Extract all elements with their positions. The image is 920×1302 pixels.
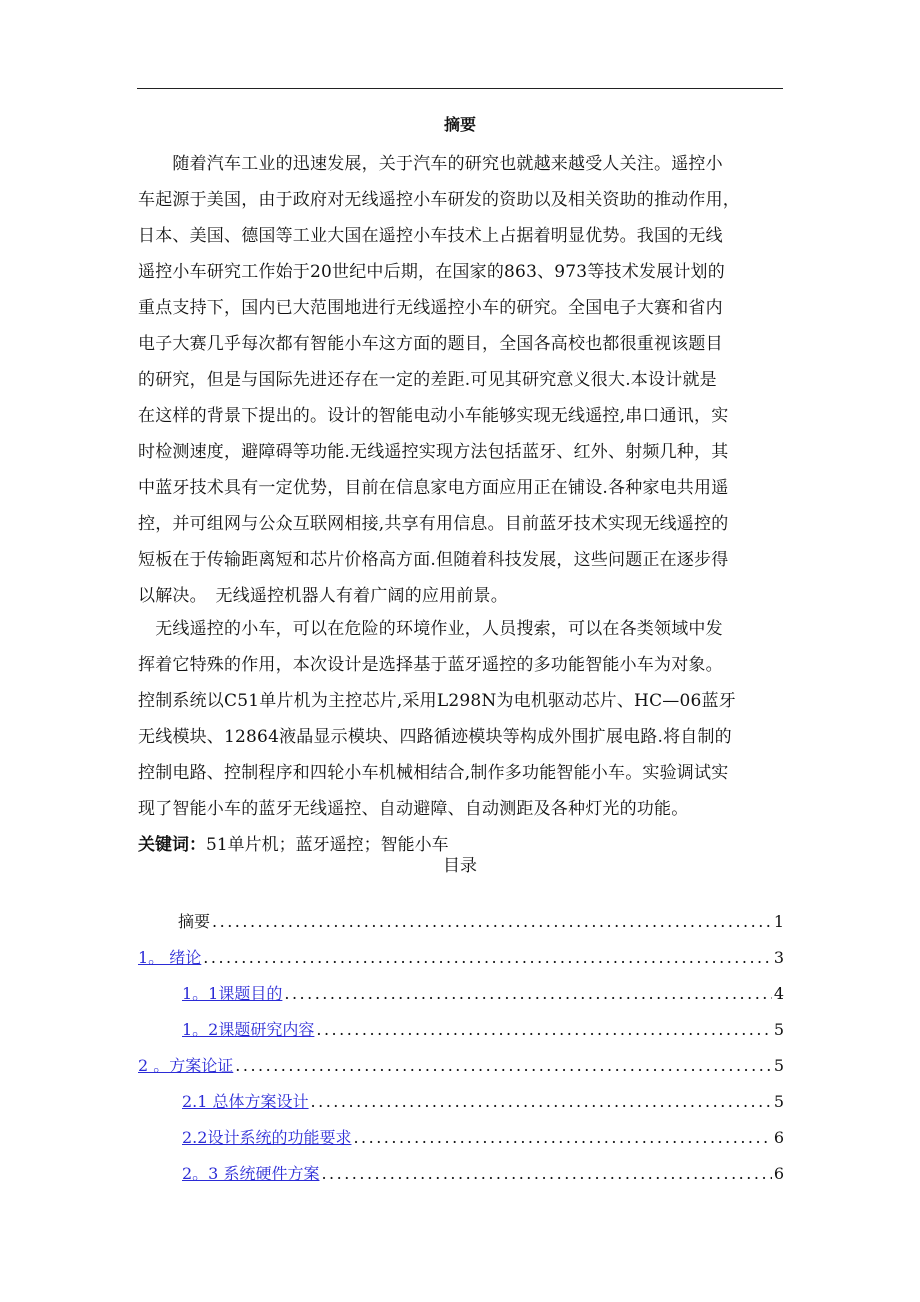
- paragraph-line: 控制电路、控制程序和四轮小车机械相结合,制作多功能智能小车。实验调试实: [138, 763, 729, 783]
- paragraph-line: 以解决。 无线遥控机器人有着广阔的应用前景。: [138, 586, 508, 606]
- paragraph-line: 重点支持下，国内已大范围地进行无线遥控小车的研究。全国电子大赛和省内: [138, 298, 723, 318]
- toc-dot-leader: [321, 1156, 771, 1192]
- toc-dot-leader: [316, 1012, 771, 1048]
- toc-entry-label: 摘要: [178, 912, 211, 931]
- toc-page-number: 3: [773, 948, 784, 967]
- toc-page-number: 1: [773, 912, 784, 931]
- paragraph-line: 现了智能小车的蓝牙无线遥控、自动避障、自动测距及各种灯光的功能。: [138, 799, 689, 819]
- toc-dot-leader: [284, 976, 771, 1012]
- header-rule: [137, 88, 783, 89]
- toc-page-number: 5: [773, 1056, 784, 1075]
- toc-page-number: 6: [773, 1128, 784, 1147]
- toc-entry[interactable]: [138, 940, 784, 976]
- paragraph-line: 控，并可组网与公众互联网相接,共享有用信息。目前蓝牙技术实现无线遥控的: [138, 514, 729, 534]
- toc-page-number: 6: [773, 1164, 784, 1183]
- abstract-paragraph-2: [138, 611, 784, 827]
- toc-entry[interactable]: [138, 976, 784, 1012]
- paragraph-line: 车起源于美国，由于政府对无线遥控小车研发的资助以及相关资助的推动作用，: [138, 190, 740, 210]
- toc-entry[interactable]: [138, 1084, 784, 1120]
- paragraph-line: 时检测速度，避障碍等功能.无线遥控实现方法包括蓝牙、红外、射频几种，其: [138, 442, 729, 462]
- toc-entry[interactable]: [138, 1120, 784, 1156]
- toc-dot-leader: [212, 904, 772, 940]
- toc-page-number: 5: [773, 1092, 784, 1111]
- paragraph-line: 无线遥控的小车，可以在危险的环境作业，人员搜索，可以在各类领域中发: [138, 619, 723, 639]
- paragraph-line: 日本、美国、德国等工业大国在遥控小车技术上占据着明显优势。我国的无线: [138, 226, 723, 246]
- toc-entry-link[interactable]: 1。1课题目的: [182, 984, 283, 1003]
- toc-entry[interactable]: [138, 1048, 784, 1084]
- keywords-value: 51单片机；蓝牙遥控；智能小车: [206, 835, 449, 855]
- toc-entry-link[interactable]: 1。 绪论: [138, 948, 202, 967]
- paragraph-line: 遥控小车研究工作始于20世纪中后期，在国家的863、973等技术发展计划的: [138, 262, 725, 282]
- paragraph-line: 随着汽车工业的迅速发展，关于汽车的研究也就越来越受人关注。遥控小: [138, 154, 723, 174]
- paragraph-line: 无线模块、12864液晶显示模块、四路循迹模块等构成外围扩展电路.将自制的: [138, 727, 732, 747]
- toc-dot-leader: [203, 940, 772, 976]
- toc-dot-leader: [311, 1084, 772, 1120]
- abstract-title: 摘要: [443, 115, 476, 134]
- paragraph-line: 中蓝牙技术具有一定优势，目前在信息家电方面应用正在铺设.各种家电共用遥: [138, 478, 729, 498]
- toc-entry-link[interactable]: 1。2课题研究内容: [182, 1020, 315, 1039]
- paragraph-line: 的研究，但是与国际先进还存在一定的差距.可见其研究意义很大.本设计就是: [138, 370, 717, 390]
- toc-page-number: 5: [773, 1020, 784, 1039]
- toc-entry-link[interactable]: 2。3 系统硬件方案: [182, 1164, 320, 1183]
- toc-dot-leader: [235, 1048, 772, 1084]
- toc-page-number: 4: [773, 984, 784, 1003]
- toc-entry-link[interactable]: 2.2设计系统的功能要求: [182, 1128, 352, 1147]
- toc-entry-link[interactable]: 2.1 总体方案设计: [182, 1092, 309, 1111]
- toc-entry[interactable]: [138, 1012, 784, 1048]
- paragraph-line: 在这样的背景下提出的。设计的智能电动小车能够实现无线遥控,串口通讯，实: [138, 406, 729, 426]
- paragraph-line: 短板在于传输距离短和芯片价格高方面.但随着科技发展，这些问题正在逐步得: [138, 550, 729, 570]
- abstract-paragraph-1: [138, 146, 784, 614]
- toc-dot-leader: [353, 1120, 771, 1156]
- keywords-label: 关键词：: [138, 835, 206, 855]
- paragraph-line: 挥着它特殊的作用，本次设计是选择基于蓝牙遥控的多功能智能小车为对象。: [138, 655, 723, 675]
- toc-title: 目录: [443, 856, 477, 876]
- toc-entry-link[interactable]: 2 。方案论证: [138, 1056, 234, 1075]
- toc-entry: [138, 904, 784, 940]
- paragraph-line: 控制系统以C51单片机为主控芯片,采用L298N为电机驱动芯片、HC—06蓝牙: [138, 691, 736, 711]
- toc-entry[interactable]: [138, 1156, 784, 1192]
- table-of-contents: [138, 904, 784, 1192]
- paragraph-line: 电子大赛几乎每次都有智能小车这方面的题目，全国各高校也都很重视该题目: [138, 334, 723, 354]
